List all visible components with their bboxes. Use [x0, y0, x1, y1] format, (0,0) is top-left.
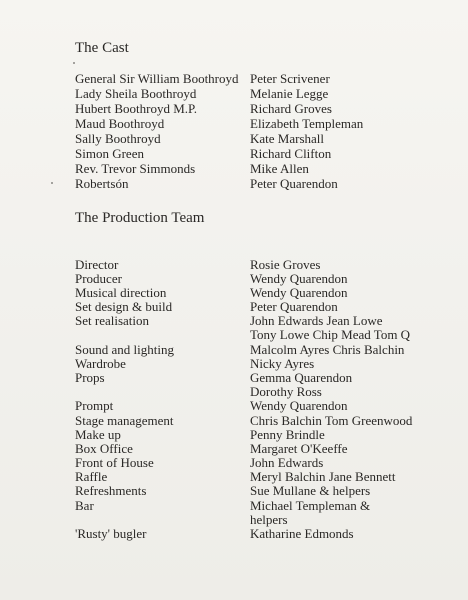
production-role: Wardrobe: [75, 356, 126, 371]
cast-actor: Mike Allen: [250, 161, 309, 176]
cast-role: Hubert Boothroyd M.P.: [75, 101, 198, 116]
production-member: Michael Templeman &: [250, 498, 371, 513]
production-member: Sue Mullane & helpers: [250, 483, 371, 498]
cast-role: Simon Green: [75, 146, 144, 161]
production-role: 'Rusty' bugler: [75, 526, 147, 541]
production-role: Front of House: [75, 455, 154, 470]
cast-actor: Richard Groves: [250, 101, 332, 116]
production-member: Margaret O'Keeffe: [250, 441, 348, 456]
cast-actor: Richard Clifton: [250, 146, 332, 161]
production-role: Props: [75, 370, 105, 385]
production-member: Gemma Quarendon: [250, 370, 353, 385]
paper-speck: [51, 182, 53, 184]
cast-heading: The Cast: [75, 40, 129, 56]
production-member: Tony Lowe Chip Mead Tom Q: [250, 327, 411, 342]
production-member: Wendy Quarendon: [250, 398, 348, 413]
production-member: Nicky Ayres: [250, 356, 315, 371]
production-heading: The Production Team: [75, 210, 205, 226]
production-role: Producer: [75, 271, 122, 286]
production-role: Prompt: [75, 398, 114, 413]
production-role: Stage management: [75, 413, 174, 428]
production-member: Meryl Balchin Jane Bennett: [250, 469, 396, 484]
production-role: Director: [75, 257, 119, 272]
cast-role: General Sir William Boothroyd: [75, 71, 239, 86]
cast-role: Sally Boothroyd: [75, 131, 161, 146]
cast-actor: Kate Marshall: [250, 131, 325, 146]
cast-role: Robertsón: [75, 176, 129, 191]
production-member: Dorothy Ross: [250, 384, 322, 399]
production-role: Make up: [75, 427, 121, 442]
production-role: Set design & build: [75, 299, 173, 314]
cast-role: Maud Boothroyd: [75, 116, 165, 131]
production-role: Refreshments: [75, 483, 147, 498]
production-role: Box Office: [75, 441, 133, 456]
production-member: Wendy Quarendon: [250, 285, 348, 300]
production-member: Penny Brindle: [250, 427, 325, 442]
production-role: Bar: [75, 498, 94, 513]
production-member: helpers: [250, 512, 288, 527]
production-role: Musical direction: [75, 285, 167, 300]
production-member: Katharine Edmonds: [250, 526, 354, 541]
production-role: Raffle: [75, 469, 108, 484]
cast-role: Lady Sheila Boothroyd: [75, 86, 197, 101]
production-member: Malcolm Ayres Chris Balchin: [250, 342, 405, 357]
production-role: Sound and lighting: [75, 342, 174, 357]
paper-speck: [73, 62, 75, 64]
production-member: Peter Quarendon: [250, 299, 338, 314]
production-member: John Edwards Jean Lowe: [250, 313, 383, 328]
production-member: John Edwards: [250, 455, 324, 470]
cast-actor: Peter Quarendon: [250, 176, 338, 191]
production-role: Set realisation: [75, 313, 150, 328]
production-member: Rosie Groves: [250, 257, 321, 272]
cast-role: Rev. Trevor Simmonds: [75, 161, 196, 176]
cast-actor: Melanie Legge: [250, 86, 329, 101]
cast-actor: Elizabeth Templeman: [250, 116, 364, 131]
production-member: Wendy Quarendon: [250, 271, 348, 286]
cast-actor: Peter Scrivener: [250, 71, 330, 86]
production-member: Chris Balchin Tom Greenwood: [250, 413, 413, 428]
